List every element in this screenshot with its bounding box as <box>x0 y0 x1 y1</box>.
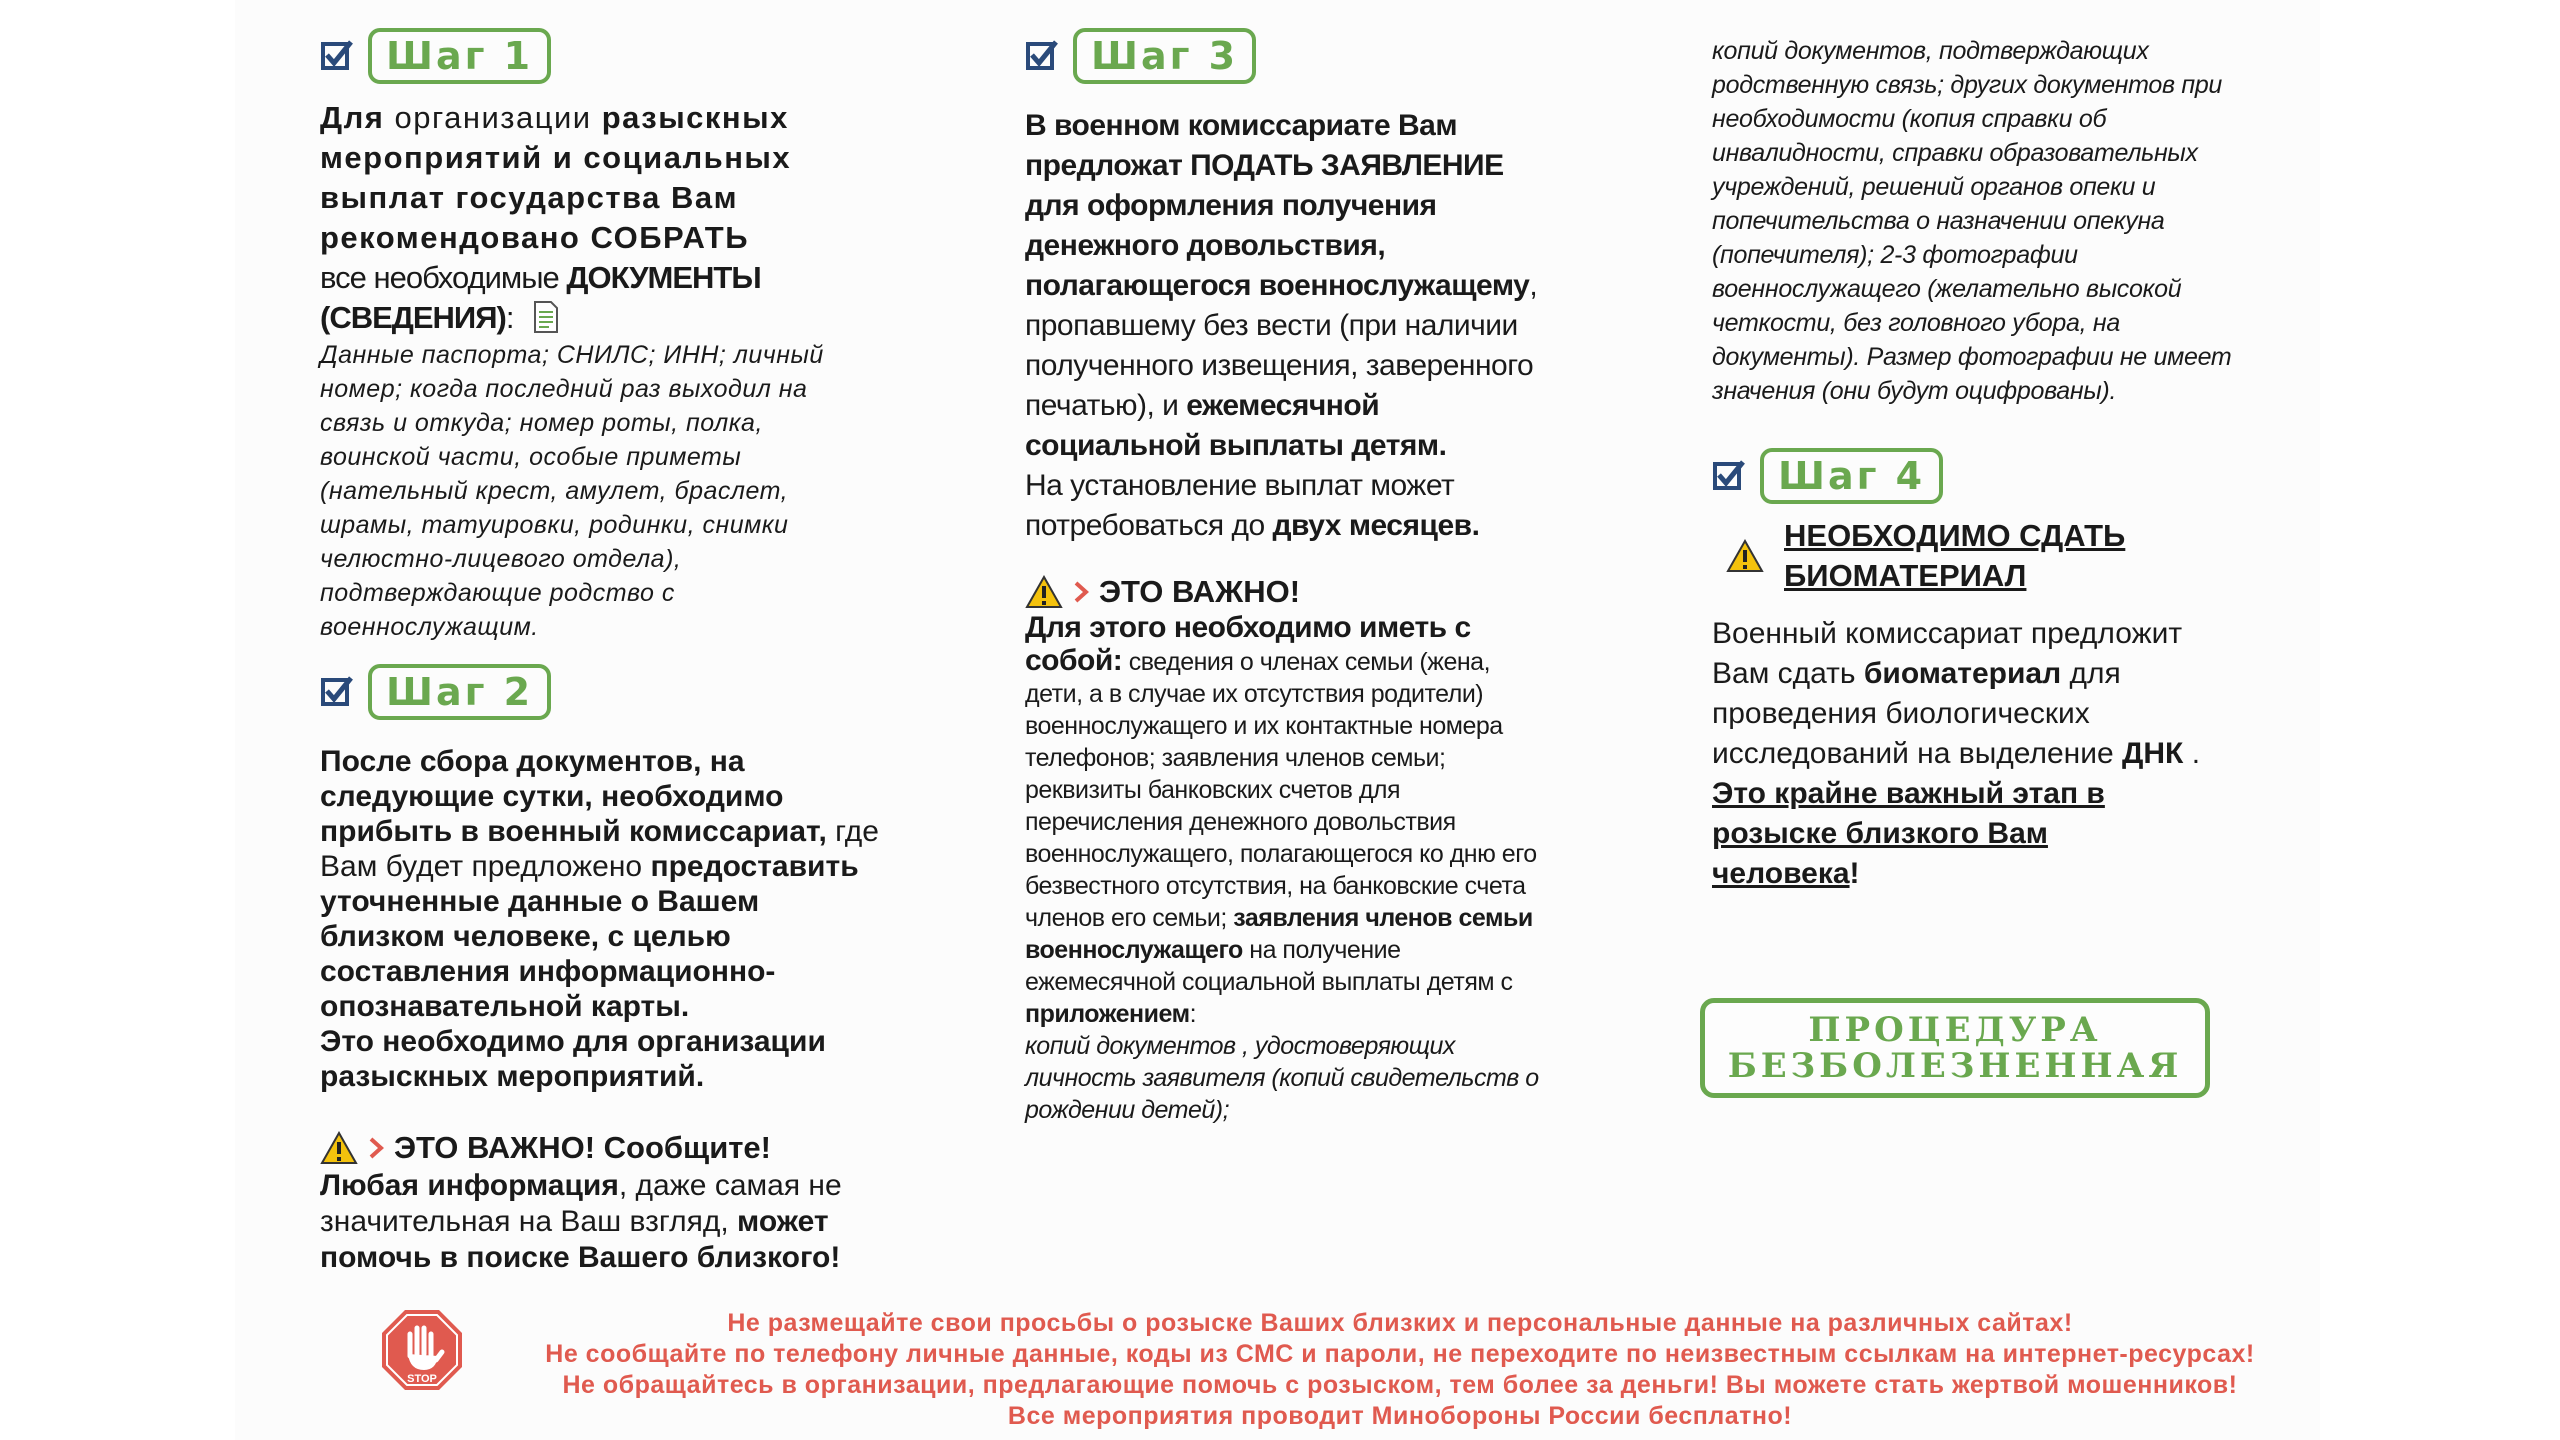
warning-text-c: может помочь в поиске Вашего близкого! <box>320 1205 841 1274</box>
step-3-text-a: В военном комиссариате Вам предложат ПОДАТЬ ЗАЯВЛЕНИЕ для оформления получения денежного довольствия, полагающегося военнослужащему <box>1025 109 1530 302</box>
painless-procedure-stamp <box>1700 998 2210 1098</box>
step-4-title-row <box>1726 516 2252 596</box>
lead-text-a: Для <box>320 100 385 135</box>
footer-lines <box>470 1308 2330 1432</box>
stop-hand-icon <box>380 1308 464 1392</box>
docs-text-b: ДОКУМЕНТЫ (СВЕДЕНИЯ) <box>320 260 761 335</box>
column-2 <box>1025 28 1545 1126</box>
docs-text-a: все необходимые <box>320 260 567 295</box>
step-1-lead <box>320 98 880 258</box>
step-2-header <box>320 664 880 720</box>
step-3-continuation: копий документов, подтверждающих родственную связь; других документов при необходимости (копия справки об инвалидности, справки образовательных учреждений, решений органов опеки и попечительства о назначении опекуна (попечителя); 2-3 фотографии военнослужащего (желательно высокой четкости, без головного убора, на документы). Размер фотографии не имеет значения (они будут оцифрованы). <box>1712 37 2232 405</box>
warning-text-a: Любая информация <box>320 1169 619 1202</box>
footer-line-4: Все мероприятия проводит Минобороны России бесплатно! <box>1007 1402 1793 1430</box>
stamp-line-1: ПРОЦЕДУРА <box>1808 1010 2102 1050</box>
step-2-warning-header <box>320 1128 880 1168</box>
warning-text-g: копий документов , удостоверяющих личность заявителя (копий свидетельств о рождении детей); <box>1025 1032 1539 1124</box>
checkbox-check-icon <box>320 39 354 73</box>
step-3-payment-term <box>1025 466 1545 546</box>
step-1-docs <box>320 258 880 338</box>
footer-line-1: Не размещайте свои просьбы о розыске Ваших близких и персональные данные на различных сайтах! <box>727 1309 2073 1337</box>
checkbox-check-icon <box>320 675 354 709</box>
step-2-warning-text <box>320 1168 880 1276</box>
step-2-text-a: После сбора документов, на следующие сутки, необходимо прибыть в военный комиссариат, <box>320 745 827 848</box>
docs-text-c: : <box>505 300 514 335</box>
step-3-header <box>1025 28 1545 84</box>
step-4-text-d: ДНК <box>2122 737 2184 770</box>
footer-line-2: Не сообщайте по телефону личные данные, коды из СМС и пароли, не переходите по неизвестным ссылкам на интернет-ресурсах! <box>545 1340 2255 1368</box>
warning-icon <box>320 1131 358 1165</box>
checkbox-check-icon <box>1025 39 1059 73</box>
warning-text-f: : <box>1189 1000 1197 1028</box>
warning-text-e: приложением <box>1025 1000 1190 1028</box>
step-1-badge: Шаг 1 <box>368 28 551 84</box>
step-4-title: НЕОБХОДИМО СДАТЬ БИОМАТЕРИАЛ <box>1784 518 2126 593</box>
warning-text-a: Для этого необходимо иметь с собой: <box>1025 611 1471 677</box>
lead-text-b: организации <box>384 100 602 135</box>
warning-title: ЭТО ВАЖНО! Сообщите! <box>394 1130 771 1165</box>
step-4-text-c: для проведения биологических исследований на выделение <box>1712 657 2122 770</box>
step-4-text-b: биоматериал <box>1863 657 2062 690</box>
step-4-header <box>1712 448 2252 504</box>
step-2-badge: Шаг 2 <box>368 664 551 720</box>
warning-text-b: сведения о членах семьи (жена, дети, а в случае их отсутствия родители) военнослужащего и их контактные номера телефонов; заявления членов семьи; реквизиты банковских счетов для перечисления денежного довольствия военнослужащего, полагающегося ко дню его безвестного отсутствия, на банковские счета членов его семьи; <box>1025 648 1537 932</box>
step-3-text-d: ежемесячной социальной выплаты детям. <box>1025 389 1447 462</box>
step-3-warning-header <box>1025 572 1545 612</box>
step-4-emphasis <box>1712 774 2112 894</box>
warning-title: ЭТО ВАЖНО! <box>1099 574 1301 609</box>
warning-text-d: на получение ежемесячной социальной выплаты детям с <box>1025 936 1513 996</box>
step-3-text-c: и <box>1154 389 1187 422</box>
step-1-header <box>320 28 880 84</box>
warning-icon <box>1025 575 1063 609</box>
column-1 <box>320 28 880 1276</box>
step-2-text-d: Это необходимо для организации разыскных мероприятий. <box>320 1025 826 1093</box>
step-4-text-f: Это крайне важный этап в розыске близкого Вам человека <box>1712 777 2105 890</box>
step-2-text-c: предоставить уточненные данные о Вашем близком человеке, с целью составления информационно-опознавательной карты. <box>320 850 859 1023</box>
lead-text-c: разыскных мероприятий и социальных выплат государства Вам рекомендовано СОБРАТЬ <box>320 100 792 255</box>
step-3-warning-text <box>1025 612 1545 1126</box>
step-3-badge: Шаг 3 <box>1073 28 1256 84</box>
step-2-text-b: где Вам будет предложено <box>320 815 879 883</box>
warning-text-c: заявления членов семьи военнослужащего <box>1025 904 1533 964</box>
stop-label: STOP <box>407 1373 437 1385</box>
step-4-text <box>1712 614 2232 894</box>
step-3-text-b: , пропавшему без вести (при наличии полученного извещения, заверенного печатью), <box>1025 269 1538 422</box>
chevron-right-icon <box>368 1137 384 1159</box>
term-text-a: На установление выплат может потребоваться до <box>1025 469 1455 542</box>
step-4-text-e: . <box>2183 737 2201 770</box>
step-3-text <box>1025 106 1545 546</box>
checkbox-check-icon <box>1712 459 1746 493</box>
step-4-text-g: ! <box>1849 857 1860 890</box>
term-text-b: двух месяцев. <box>1272 509 1480 542</box>
step-4-text-a: Военный комиссариат предложит Вам сдать <box>1712 617 2183 690</box>
warning-icon <box>1726 539 1764 573</box>
step-4-badge: Шаг 4 <box>1760 448 1943 504</box>
stamp-line-2: БЕЗБОЛЕЗНЕННАЯ <box>1727 1046 2183 1086</box>
chevron-right-icon <box>1073 581 1089 603</box>
footer-line-3: Не обращайтесь в организации, предлагающие помочь с розыском, тем более за деньги! Вы можете стать жертвой мошенников! <box>562 1371 2238 1399</box>
warning-text-b: , даже самая не значительная на Ваш взгляд, <box>320 1169 842 1238</box>
step-2-text <box>320 744 880 1094</box>
column-3 <box>1712 34 2252 894</box>
document-icon <box>529 300 559 334</box>
step-1-details: Данные паспорта; СНИЛС; ИНН; личный номер; когда последний раз выходил на связь и откуда; номер роты, полка, воинской части, особые приметы (нательный крест, амулет, браслет, шрамы, татуировки, родинки, снимки челюстно-лицевого отдела), подтверждающие родство с военнослужащим. <box>320 341 824 641</box>
